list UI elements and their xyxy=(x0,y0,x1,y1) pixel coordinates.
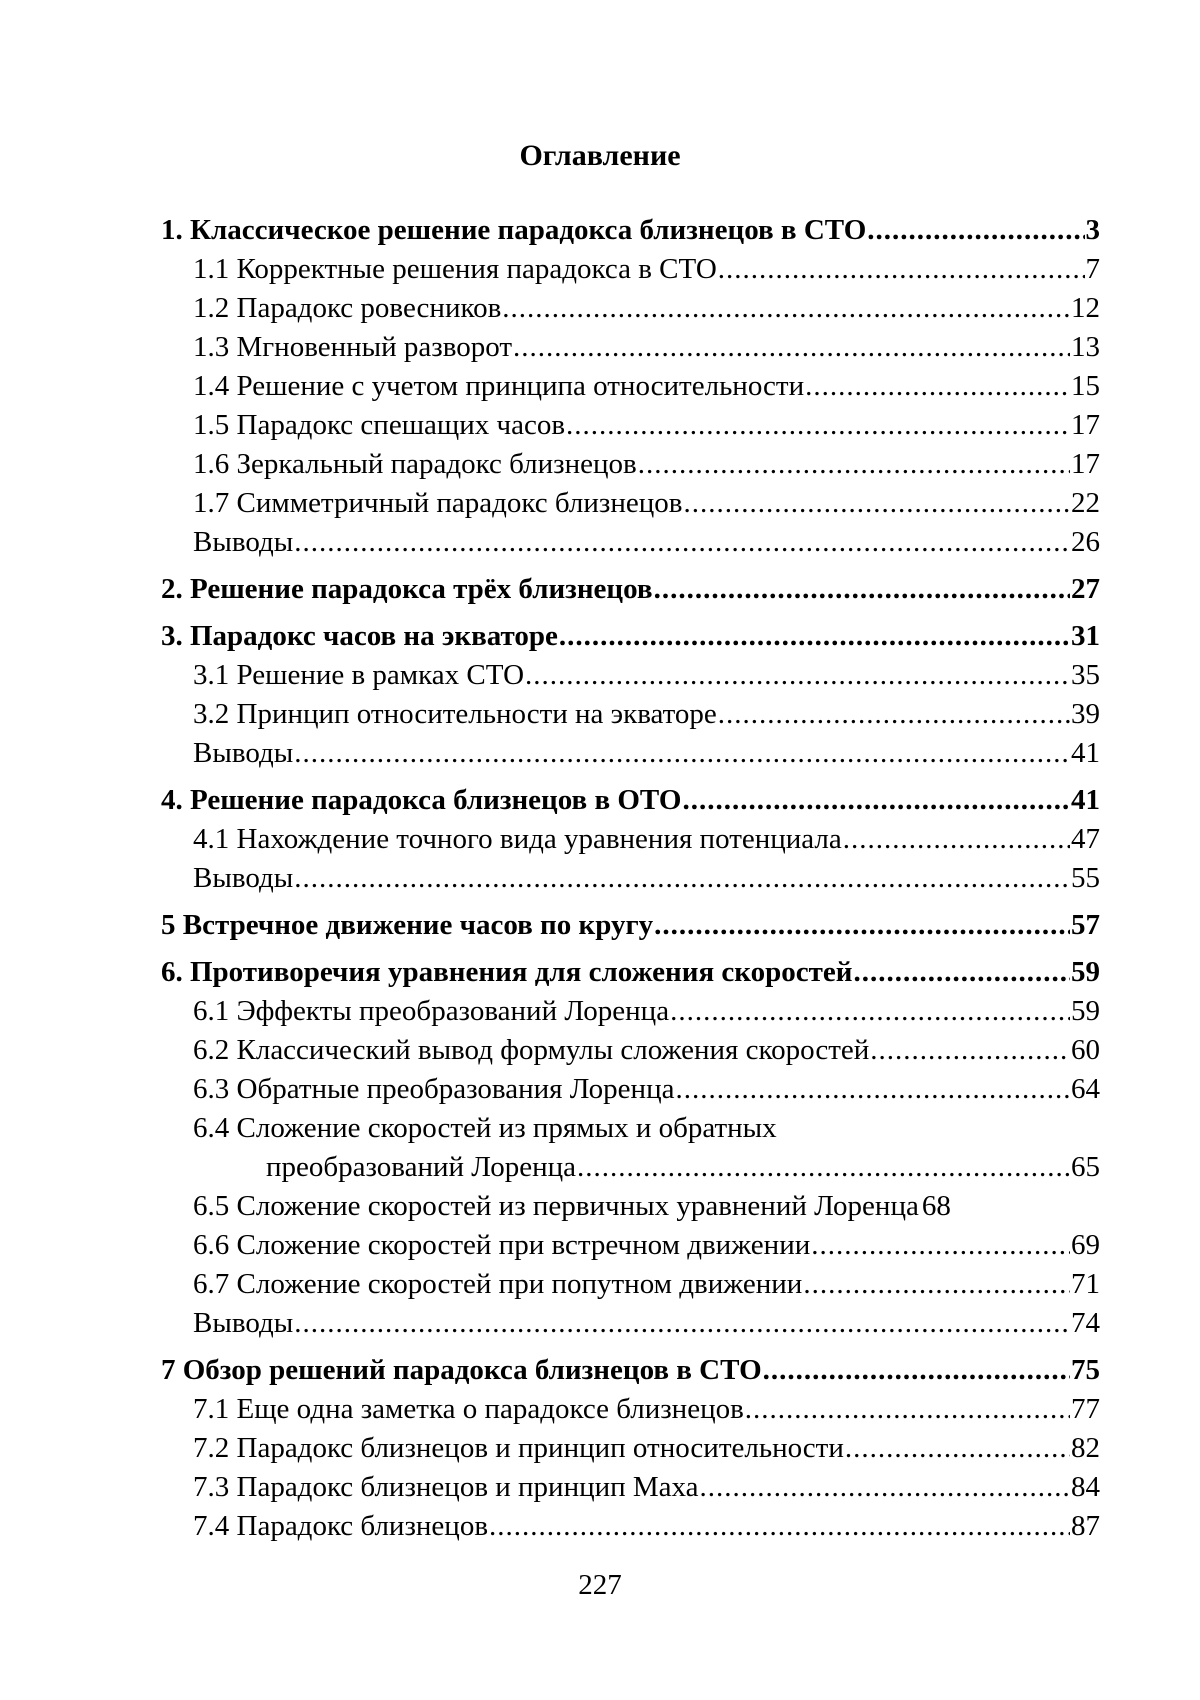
toc-section-1-6[interactable] xyxy=(161,445,1100,484)
toc-entry-title: 6.2 Классический вывод формулы сложения скоростей xyxy=(193,1034,870,1066)
toc-section-3-2[interactable] xyxy=(161,695,1100,734)
toc-entry-page: 47 xyxy=(1071,823,1100,855)
toc-conclusions-4[interactable] xyxy=(161,859,1100,898)
toc-chapter-2[interactable] xyxy=(161,569,1100,609)
toc-entry-page: 41 xyxy=(1071,737,1100,769)
toc-entry-title: 7.1 Еще одна заметка о парадоксе близнецов xyxy=(193,1393,744,1425)
toc-entry-title: 7 Обзор решений парадокса близнецов в СТО xyxy=(161,1354,762,1386)
toc-entry-title: 7.2 Парадокс близнецов и принцип относительности xyxy=(193,1432,844,1464)
toc-entry-page: 74 xyxy=(1071,1307,1100,1339)
toc-entry-page: 64 xyxy=(1071,1073,1100,1105)
dot-leader xyxy=(718,695,1070,734)
dot-leader xyxy=(294,859,1070,898)
dot-leader xyxy=(745,1390,1070,1429)
toc-section-6-5[interactable] xyxy=(161,1187,1100,1226)
dot-leader xyxy=(843,820,1070,859)
dot-leader xyxy=(294,1304,1070,1343)
toc-entry-page: 17 xyxy=(1071,409,1100,441)
toc-entry-title: 7.4 Парадокс близнецов xyxy=(193,1510,489,1542)
toc-entry-page: 3 xyxy=(1085,214,1100,246)
toc-entry-page: 69 xyxy=(1071,1229,1100,1261)
dot-leader xyxy=(489,1507,1070,1546)
toc-entry-title: 1.7 Симметричный парадокс близнецов xyxy=(193,487,683,519)
dot-leader xyxy=(870,1031,1070,1070)
toc-entry-page: 75 xyxy=(1071,1354,1100,1386)
toc-entry-page: 68 xyxy=(921,1190,951,1222)
toc-entry-page: 71 xyxy=(1071,1268,1100,1300)
toc-entry-title: 1.1 Корректные решения парадокса в СТО xyxy=(193,253,717,285)
toc-section-1-4[interactable] xyxy=(161,367,1100,406)
toc-entry-title: 6.7 Сложение скоростей при попутном движении xyxy=(193,1268,803,1300)
toc-section-1-5[interactable] xyxy=(161,406,1100,445)
dot-leader xyxy=(805,367,1070,406)
toc-entry-page: 26 xyxy=(1071,526,1100,558)
toc-entry-page: 59 xyxy=(1071,995,1100,1027)
toc-entry-title: 7.3 Парадокс близнецов и принцип Маха xyxy=(193,1471,699,1503)
dot-leader xyxy=(654,569,1070,609)
toc-entry-title: 6.3 Обратные преобразования Лоренца xyxy=(193,1073,675,1105)
toc-entry-page: 22 xyxy=(1071,487,1100,519)
toc-entry-page: 84 xyxy=(1071,1471,1100,1503)
toc-entry-title: Выводы xyxy=(193,1307,294,1339)
dot-leader xyxy=(700,1468,1070,1507)
dot-leader xyxy=(811,1226,1070,1265)
toc-entry-title: 3. Парадокс часов на экваторе xyxy=(161,620,558,652)
toc-entry-page: 60 xyxy=(1071,1034,1100,1066)
toc-entry-page: 7 xyxy=(1085,253,1100,285)
dot-leader xyxy=(525,656,1070,695)
toc-entry-page: 27 xyxy=(1071,573,1100,605)
toc-section-6-6[interactable] xyxy=(161,1226,1100,1265)
toc-entry-title: Выводы xyxy=(193,737,294,769)
toc-entry-title: 6.5 Сложение скоростей из первичных уравнений Лоренца xyxy=(193,1190,919,1222)
dot-leader xyxy=(502,289,1070,328)
dot-leader xyxy=(294,523,1070,562)
dot-leader xyxy=(867,210,1084,250)
page-title: Оглавление xyxy=(519,139,681,172)
toc-entry-title: 1.2 Парадокс ровесников xyxy=(193,292,502,324)
toc-entry-page: 65 xyxy=(1071,1151,1100,1183)
dot-leader xyxy=(670,992,1070,1031)
toc-chapter-7[interactable] xyxy=(161,1350,1100,1390)
dot-leader xyxy=(853,952,1070,992)
toc-conclusions-6[interactable] xyxy=(161,1304,1100,1343)
toc-entry-title: 6.4 Сложение скоростей из прямых и обратных xyxy=(193,1112,777,1144)
toc-entry-title: 6.6 Сложение скоростей при встречном движении xyxy=(193,1229,811,1261)
dot-leader xyxy=(566,406,1070,445)
toc-entry-page: 39 xyxy=(1071,698,1100,730)
dot-leader xyxy=(654,905,1070,945)
dot-leader xyxy=(675,1070,1070,1109)
dot-leader xyxy=(683,484,1070,523)
toc-entry-title: 3.1 Решение в рамках СТО xyxy=(193,659,525,691)
toc-section-6-3[interactable] xyxy=(161,1070,1100,1109)
dot-leader xyxy=(718,250,1085,289)
toc-conclusions-1[interactable] xyxy=(161,523,1100,562)
toc-section-7-1[interactable] xyxy=(161,1390,1100,1429)
toc-entry-title: 1.3 Мгновенный разворот xyxy=(193,331,512,363)
toc-entry-page: 13 xyxy=(1071,331,1100,363)
toc-entry-title: 6.1 Эффекты преобразований Лоренца xyxy=(193,995,670,1027)
toc-chapter-6[interactable] xyxy=(161,952,1100,992)
toc-entry-title-continued: преобразований Лоренца xyxy=(266,1151,577,1183)
toc-entry-title: 4. Решение парадокса близнецов в ОТО xyxy=(161,784,682,816)
toc-entry-title: 1.5 Парадокс спешащих часов xyxy=(193,409,566,441)
dot-leader xyxy=(577,1148,1070,1187)
toc-chapter-5[interactable] xyxy=(161,905,1100,945)
toc-section-6-7[interactable] xyxy=(161,1265,1100,1304)
toc-entry-page: 12 xyxy=(1071,292,1100,324)
dot-leader xyxy=(294,734,1070,773)
dot-leader xyxy=(682,780,1070,820)
toc-chapter-4[interactable] xyxy=(161,780,1100,820)
dot-leader xyxy=(845,1429,1070,1468)
toc-entry-title: 6. Противоречия уравнения для сложения скоростей xyxy=(161,956,853,988)
toc-entry-page: 35 xyxy=(1071,659,1100,691)
toc-section-6-2[interactable] xyxy=(161,1031,1100,1070)
toc-section-1-7[interactable] xyxy=(161,484,1100,523)
toc-section-1-3[interactable] xyxy=(161,328,1100,367)
dot-leader xyxy=(513,328,1070,367)
dot-leader xyxy=(763,1350,1070,1390)
toc-entry-page: 77 xyxy=(1071,1393,1100,1425)
toc-entry-title: Выводы xyxy=(193,862,294,894)
toc-section-4-1[interactable] xyxy=(161,820,1100,859)
toc-entry-title: 1.4 Решение с учетом принципа относительности xyxy=(193,370,805,402)
toc-entry-page: 15 xyxy=(1071,370,1100,402)
toc-conclusions-3[interactable] xyxy=(161,734,1100,773)
toc-entry-page: 55 xyxy=(1071,862,1100,894)
toc-entry-page: 31 xyxy=(1071,620,1100,652)
dot-leader xyxy=(638,445,1070,484)
toc-section-1-1[interactable] xyxy=(161,250,1100,289)
toc-entry-page: 59 xyxy=(1071,956,1100,988)
toc-chapter-3[interactable] xyxy=(161,616,1100,656)
toc-entry-title: 3.2 Принцип относительности на экваторе xyxy=(193,698,717,730)
page-number: 227 xyxy=(578,1569,622,1601)
toc-section-7-3[interactable] xyxy=(161,1468,1100,1507)
toc-section-3-1[interactable] xyxy=(161,656,1100,695)
toc-entry-title: 1.6 Зеркальный парадокс близнецов xyxy=(193,448,637,480)
toc-section-7-2[interactable] xyxy=(161,1429,1100,1468)
table-of-contents xyxy=(161,210,1100,1546)
toc-entry-page: 17 xyxy=(1071,448,1100,480)
dot-leader xyxy=(559,616,1070,656)
toc-entry-page: 41 xyxy=(1071,784,1100,816)
toc-entry-title: 5 Встречное движение часов по кругу xyxy=(161,909,654,941)
toc-section-6-4-continued[interactable] xyxy=(161,1148,1100,1187)
toc-entry-title: 1. Классическое решение парадокса близнецов в СТО xyxy=(161,214,867,246)
toc-chapter-1[interactable] xyxy=(161,210,1100,250)
toc-section-1-2[interactable] xyxy=(161,289,1100,328)
toc-section-6-1[interactable] xyxy=(161,992,1100,1031)
toc-section-6-4[interactable] xyxy=(161,1109,1100,1148)
toc-entry-page: 87 xyxy=(1071,1510,1100,1542)
toc-entry-title: 2. Решение парадокса трёх близнецов xyxy=(161,573,653,605)
toc-entry-page: 82 xyxy=(1071,1432,1100,1464)
toc-entry-page: 57 xyxy=(1071,909,1100,941)
toc-entry-title: 4.1 Нахождение точного вида уравнения потенциала xyxy=(193,823,842,855)
toc-entry-title: Выводы xyxy=(193,526,294,558)
dot-leader xyxy=(803,1265,1070,1304)
toc-section-7-4[interactable] xyxy=(161,1507,1100,1546)
